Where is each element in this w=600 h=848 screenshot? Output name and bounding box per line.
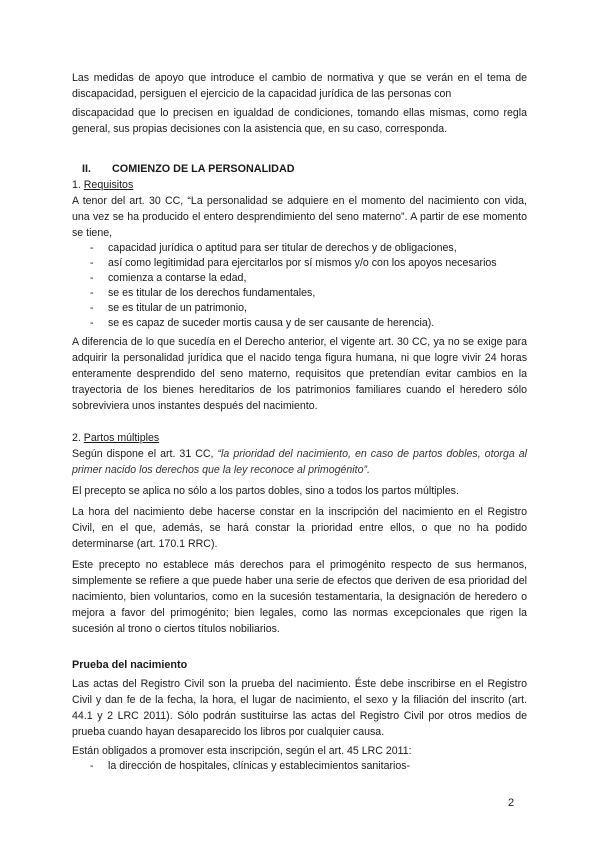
list-item: - así como legitimidad para ejercitarlos por sí mismos y/o con los apoyos necesarios bbox=[72, 256, 527, 271]
list-item: - la dirección de hospitales, clínicas y establecimientos sanitarios- bbox=[72, 759, 527, 774]
subsection-title: Requisitos bbox=[83, 179, 134, 191]
list-item: - capacidad jurídica o aptitud para ser titular de derechos y de obligaciones, bbox=[72, 241, 527, 256]
subsection-partos bbox=[72, 430, 527, 446]
section-title: COMIENZO DE LA PERSONALIDAD bbox=[112, 163, 295, 175]
requisitos-paragraph: A tenor del art. 30 CC, “La personalidad se adquiere en el momento del nacimiento con vida, una vez se ha producido el entero desprendimiento del seno materno”. A partir de ese momento se tiene, bbox=[72, 195, 527, 239]
list-item: - se es titular de los derechos fundamentales, bbox=[72, 286, 527, 301]
section-number: II. bbox=[82, 163, 91, 175]
subsection-number: 1. bbox=[72, 179, 84, 191]
prueba-list bbox=[72, 759, 527, 774]
list-item: - se es capaz de suceder mortis causa y de ser causante de herencia). bbox=[72, 316, 527, 331]
prueba-title: Prueba del nacimiento bbox=[72, 659, 188, 671]
document-body bbox=[72, 70, 527, 774]
partos-lead-paragraph bbox=[72, 446, 527, 478]
subsection-title: Partos múltiples bbox=[83, 432, 160, 444]
requisitos-list bbox=[72, 241, 527, 331]
intro-paragraph-1: Las medidas de apoyo que introduce el cambio de normativa y que se verán en el tema de discapacidad, persiguen el ejercicio de la capacidad jurídica de las personas con bbox=[72, 72, 527, 100]
section-heading bbox=[72, 161, 527, 177]
list-item: - comienza a contarse la edad, bbox=[72, 271, 527, 286]
page-number: 2 bbox=[508, 797, 515, 809]
prueba-paragraph-1: Las actas del Registro Civil son la prueba del nacimiento. Éste debe inscribirse en el Registro Civil y dan fe de la fecha, la hora, el lugar de nacimiento, el sexo y la filiación del inscrito (art. 44.1 y 2 LRC 2011). Sólo podrán sustituirse las actas del Registro Civil por otros medios de prueba cuando hayan desaparecido los libros por cualquier causa. bbox=[72, 678, 527, 738]
list-item: - se es titular de un patrimonio, bbox=[72, 301, 527, 316]
partos-paragraph-3: Este precepto no establece más derechos para el primogénito respecto de sus hermanos, simplemente se refiere a que puede haber una serie de efectos que deriven de esa prioridad del nacimiento, bien voluntarios, como en la sucesión testamentaria, la designación de heredero o mejora a favor del primogénito; bien legales, como las normas excepcionales que rigen la sucesión al trono o ciertos títulos nobiliarios. bbox=[72, 559, 527, 635]
subsection-number: 2. bbox=[72, 432, 84, 444]
prueba-paragraph-2: Están obligados a promover esta inscripción, según el art. 45 LRC 2011: bbox=[72, 745, 412, 757]
partos-paragraph-2: La hora del nacimiento debe hacerse constar en la inscripción del nacimiento en el Registro Civil, en el que, además, se hará constar la prioridad entre ellos, o que no ha podido determinarse (art. 170.1 RRC). bbox=[72, 506, 527, 550]
partos-paragraph-1: El precepto se aplica no sólo a los partos dobles, sino a todos los partos múltiples. bbox=[72, 485, 459, 497]
partos-quote: “la prioridad del nacimiento, en caso de partos dobles, otorga al primer nacido los derechos que la ley reconoce al primogénito”. bbox=[72, 448, 527, 476]
requisitos-paragraph-2: A diferencia de lo que sucedía en el Derecho anterior, el vigente art. 30 CC, ya no se exige para adquirir la personalidad jurídica que el nacido tenga figura humana, ni que logre vivir 24 horas enteramente desprendido del seno materno, requisitos que pretendían evitar cambios en la trayectoria de los bienes hereditarios de los patrimonios familiares cuando el heredero sólo sobreviviera unos instantes después del nacimiento. bbox=[72, 336, 527, 412]
intro-paragraph-2: discapacidad que lo precisen en igualdad de condiciones, tomando ellas mismas, como regla general, sus propias decisiones con la asistencia que, en su caso, corresponda. bbox=[72, 107, 527, 135]
subsection-requisitos bbox=[72, 177, 527, 193]
partos-lead: Según dispone el art. 31 CC, bbox=[72, 448, 218, 460]
